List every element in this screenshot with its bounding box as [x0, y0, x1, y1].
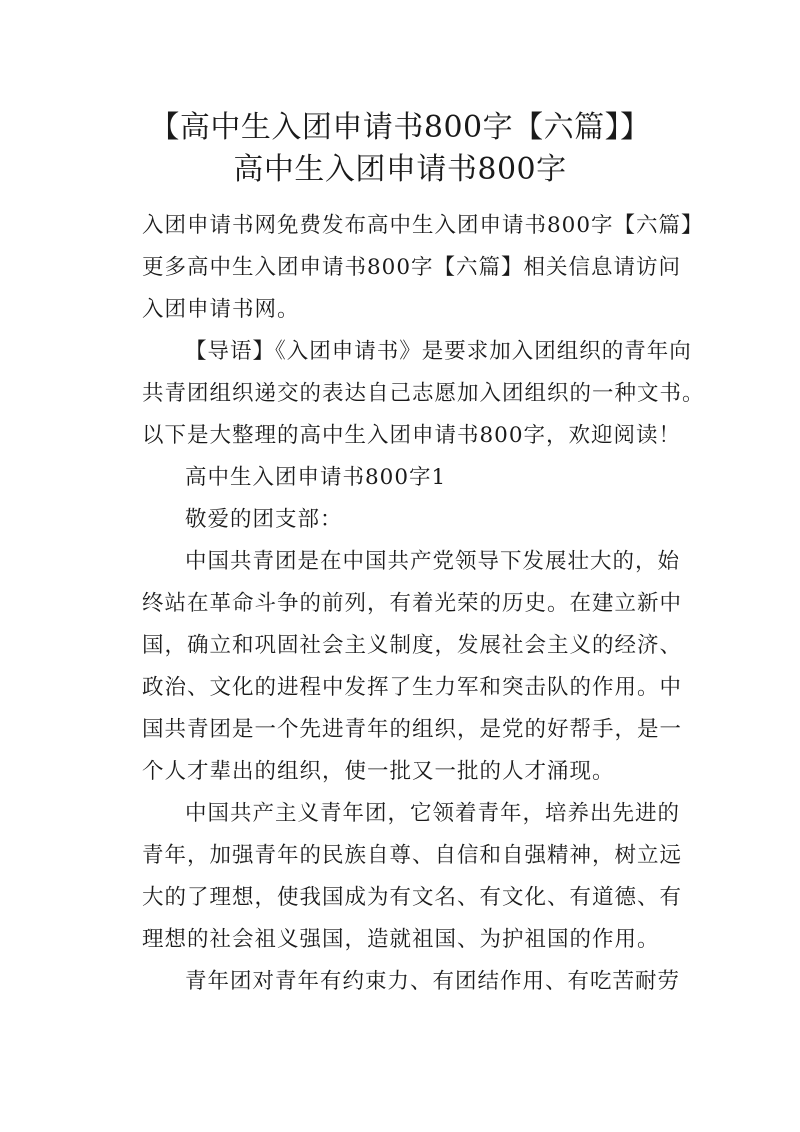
text-line: 国共青团是一个先进青年的组织，是党的好帮手，是一	[142, 717, 683, 742]
text-line: 【导语】《入团申请书》是要求加入团组织的青年向	[185, 339, 692, 364]
text-line: 入团申请书网免费发布高中生入团申请书800字【六篇】	[142, 213, 704, 238]
text-line: 青年团对青年有约束力、有团结作用、有吃苦耐劳	[185, 969, 681, 994]
text-line: 国，确立和巩固社会主义制度，发展社会主义的经济、	[142, 633, 683, 658]
text-line: 政治、文化的进程中发挥了生力军和突击队的作用。中	[142, 675, 683, 700]
text-line: 个人才辈出的组织，使一批又一批的人才涌现。	[142, 759, 615, 784]
document-title-line-1: 【高中生入团申请书800字【六篇】】	[149, 110, 651, 145]
section-heading: 高中生入团申请书800字1	[185, 465, 447, 490]
text-line: 以下是大整理的高中生入团申请书800字，欢迎阅读！	[142, 423, 682, 448]
text-line: 理想的社会祖义强国，造就祖国、为护祖国的作用。	[142, 927, 660, 952]
text-line: 共青团组织递交的表达自己志愿加入团组织的一种文书。	[142, 381, 705, 406]
salutation: 敬爱的团支部：	[185, 507, 343, 532]
document-title-line-2: 高中生入团申请书800字	[233, 152, 567, 187]
text-line: 中国共产主义青年团，它领着青年，培养出先进的	[185, 801, 681, 826]
text-line: 大的了理想，使我国成为有文名、有文化、有道德、有	[142, 885, 683, 910]
text-line: 更多高中生入团申请书800字【六篇】相关信息请访问	[142, 255, 682, 280]
text-line: 终站在革命斗争的前列，有着光荣的历史。在建立新中	[142, 591, 683, 616]
text-line: 中国共青团是在中国共产党领导下发展壮大的，始	[185, 549, 681, 574]
text-line: 青年，加强青年的民族自尊、自信和自强精神，树立远	[142, 843, 683, 868]
text-line: 入团申请书网。	[142, 297, 300, 322]
